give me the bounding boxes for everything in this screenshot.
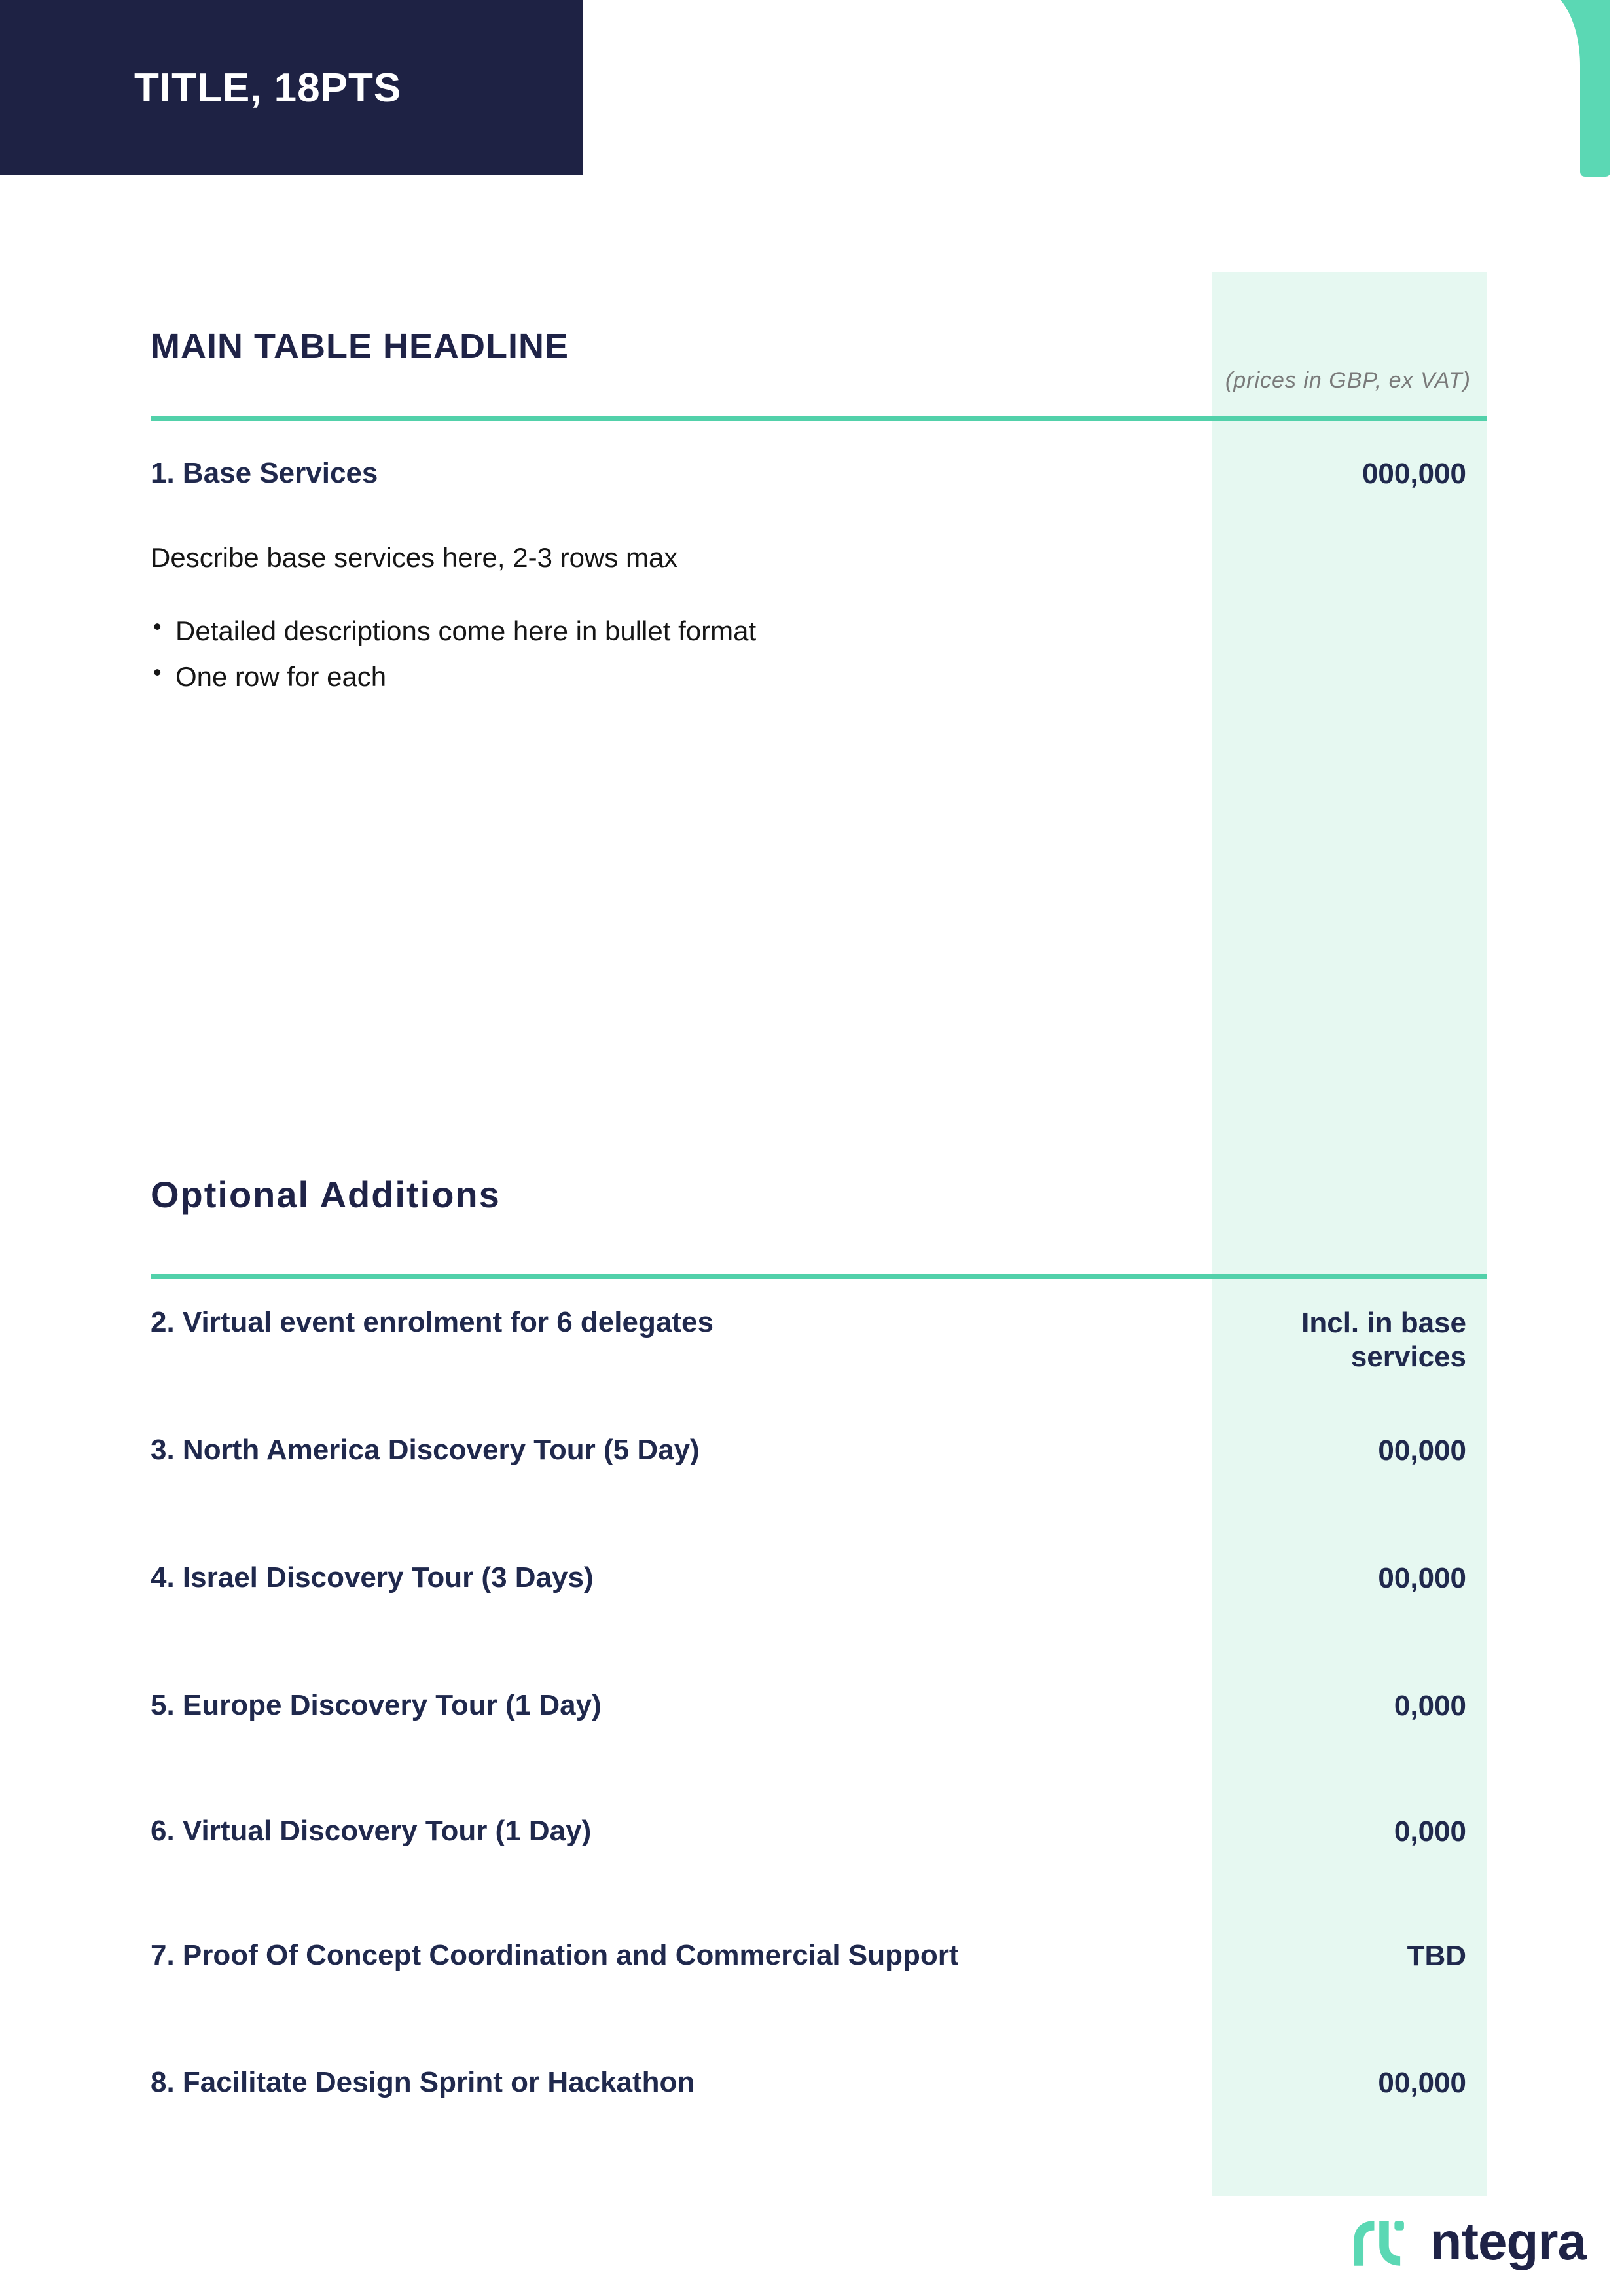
row-label: 2. Virtual event enrolment for 6 delegates	[151, 1306, 713, 1338]
row-label: 3. North America Discovery Tour (5 Day)	[151, 1434, 700, 1466]
row-label: 4. Israel Discovery Tour (3 Days)	[151, 1561, 594, 1594]
row-price: 000,000	[1362, 458, 1466, 490]
bullet-item: • Detailed descriptions come here in bullet format	[151, 615, 756, 647]
row-price: 00,000	[1378, 1434, 1466, 1467]
bullet-item: • One row for each	[151, 661, 756, 693]
corner-accent-icon	[1561, 0, 1610, 177]
optional-additions-headline: Optional Additions	[151, 1174, 501, 1215]
main-table-headline: MAIN TABLE HEADLINE	[151, 327, 569, 366]
row-price: 0,000	[1394, 1815, 1466, 1848]
base-services-description: Describe base services here, 2-3 rows max	[151, 542, 678, 573]
divider-rule-top	[151, 416, 1487, 421]
row-label: 5. Europe Discovery Tour (1 Day)	[151, 1689, 602, 1721]
price-note: (prices in GBP, ex VAT)	[1225, 368, 1471, 393]
row-label: 1. Base Services	[151, 457, 378, 489]
ntegra-logo	[1345, 2212, 1587, 2272]
row-price: TBD	[1407, 1940, 1466, 1972]
ntegra-logo-mark-icon	[1345, 2212, 1421, 2272]
price-column-background	[1212, 272, 1487, 2196]
row-price: 00,000	[1378, 2067, 1466, 2099]
row-price: Incl. in base services	[1301, 1307, 1466, 1373]
base-services-bullets	[151, 615, 756, 707]
row-price: 00,000	[1378, 1562, 1466, 1594]
row-label: 8. Facilitate Design Sprint or Hackathon	[151, 2066, 695, 2098]
divider-rule-optional	[151, 1274, 1487, 1279]
row-price: 0,000	[1394, 1690, 1466, 1722]
ntegra-logo-text: ntegra	[1430, 2212, 1586, 2270]
row-label: 7. Proof Of Concept Coordination and Commercial Support	[151, 1939, 959, 1971]
page-title: TITLE, 18PTS	[134, 65, 402, 111]
row-label: 6. Virtual Discovery Tour (1 Day)	[151, 1815, 592, 1847]
title-block	[0, 0, 583, 175]
